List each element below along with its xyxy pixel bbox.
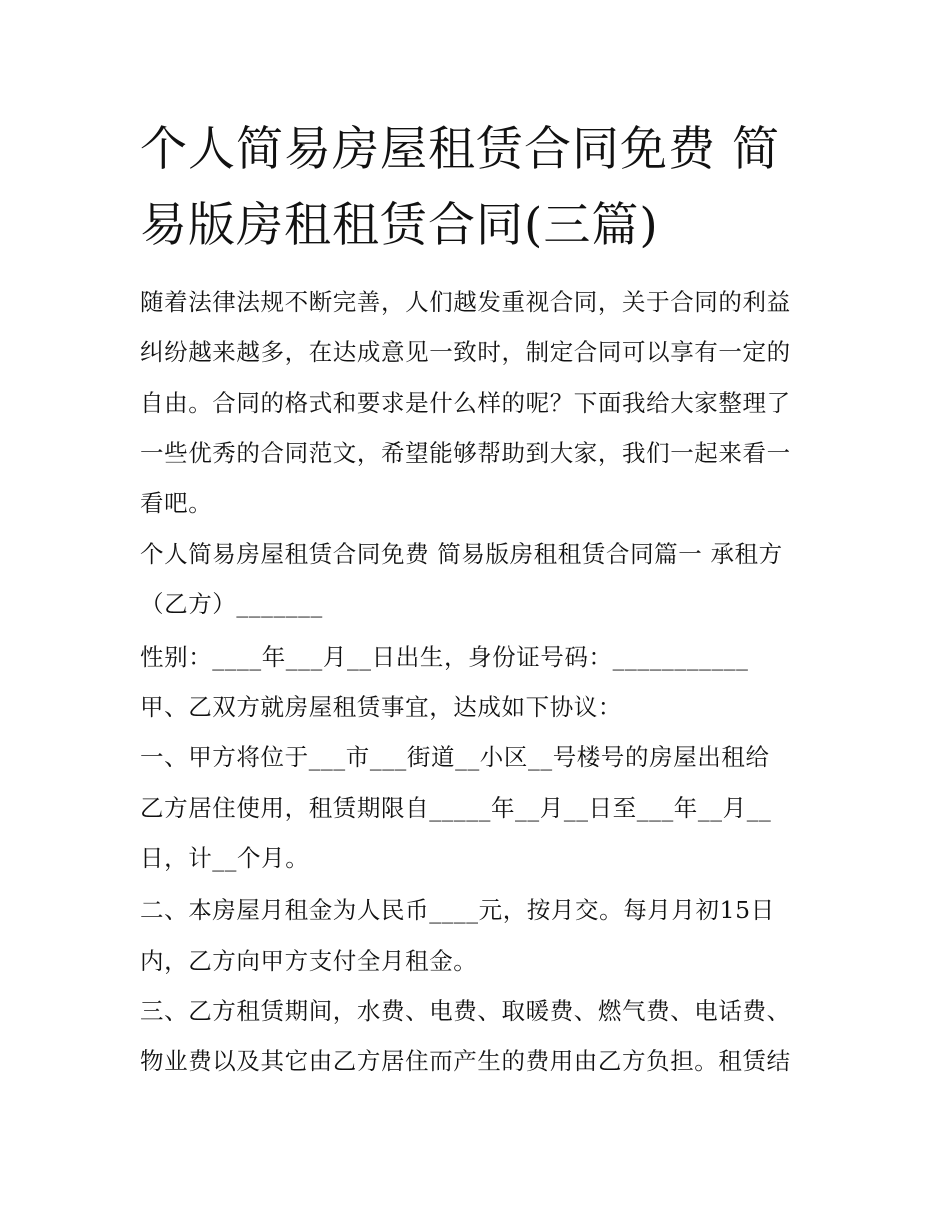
body-line: 一些优秀的合同范文，希望能够帮助到大家，我们一起来看一	[140, 439, 791, 467]
body-line: 内，乙方向甲方支付全月租金。	[140, 947, 478, 975]
body-line: 随着法律法规不断完善，人们越发重视合同，关于合同的利益	[140, 288, 791, 316]
body-line: 性别：____年___月__日出生，身份证号码：___________	[140, 643, 749, 671]
document-title	[140, 112, 820, 264]
body-line: 一、甲方将位于___市___街道__小区__号楼号的房屋出租给	[140, 743, 770, 771]
body-line: 日，计__个月。	[140, 844, 310, 872]
body-line: 乙方居住使用，租赁期限自_____年__月__日至___年__月__	[140, 794, 772, 822]
body-line: 三、乙方租赁期间，水费、电费、取暖费、燃气费、电话费、	[140, 997, 791, 1025]
body-line: 个人简易房屋租赁合同免费 简易版房租租赁合同篇一 承租方	[140, 540, 783, 568]
body-line: 看吧。	[140, 489, 213, 517]
title-line: 易版房租租赁合同(三篇)	[140, 198, 659, 253]
body-line: 自由。合同的格式和要求是什么样的呢？下面我给大家整理了	[140, 389, 791, 417]
body-line: 纠纷越来越多，在达成意见一致时，制定合同可以享有一定的	[140, 338, 791, 366]
body-line: 甲、乙双方就房屋租赁事宜，达成如下协议：	[140, 693, 622, 721]
body-line: 二、本房屋月租金为人民币____元，按月交。每月月初15日	[140, 896, 775, 924]
body-line: （乙方）_______	[140, 590, 323, 618]
title-line: 个人简易房屋租赁合同免费 简	[140, 122, 780, 177]
body-line: 物业费以及其它由乙方居住而产生的费用由乙方负担。租赁结	[140, 1047, 791, 1075]
